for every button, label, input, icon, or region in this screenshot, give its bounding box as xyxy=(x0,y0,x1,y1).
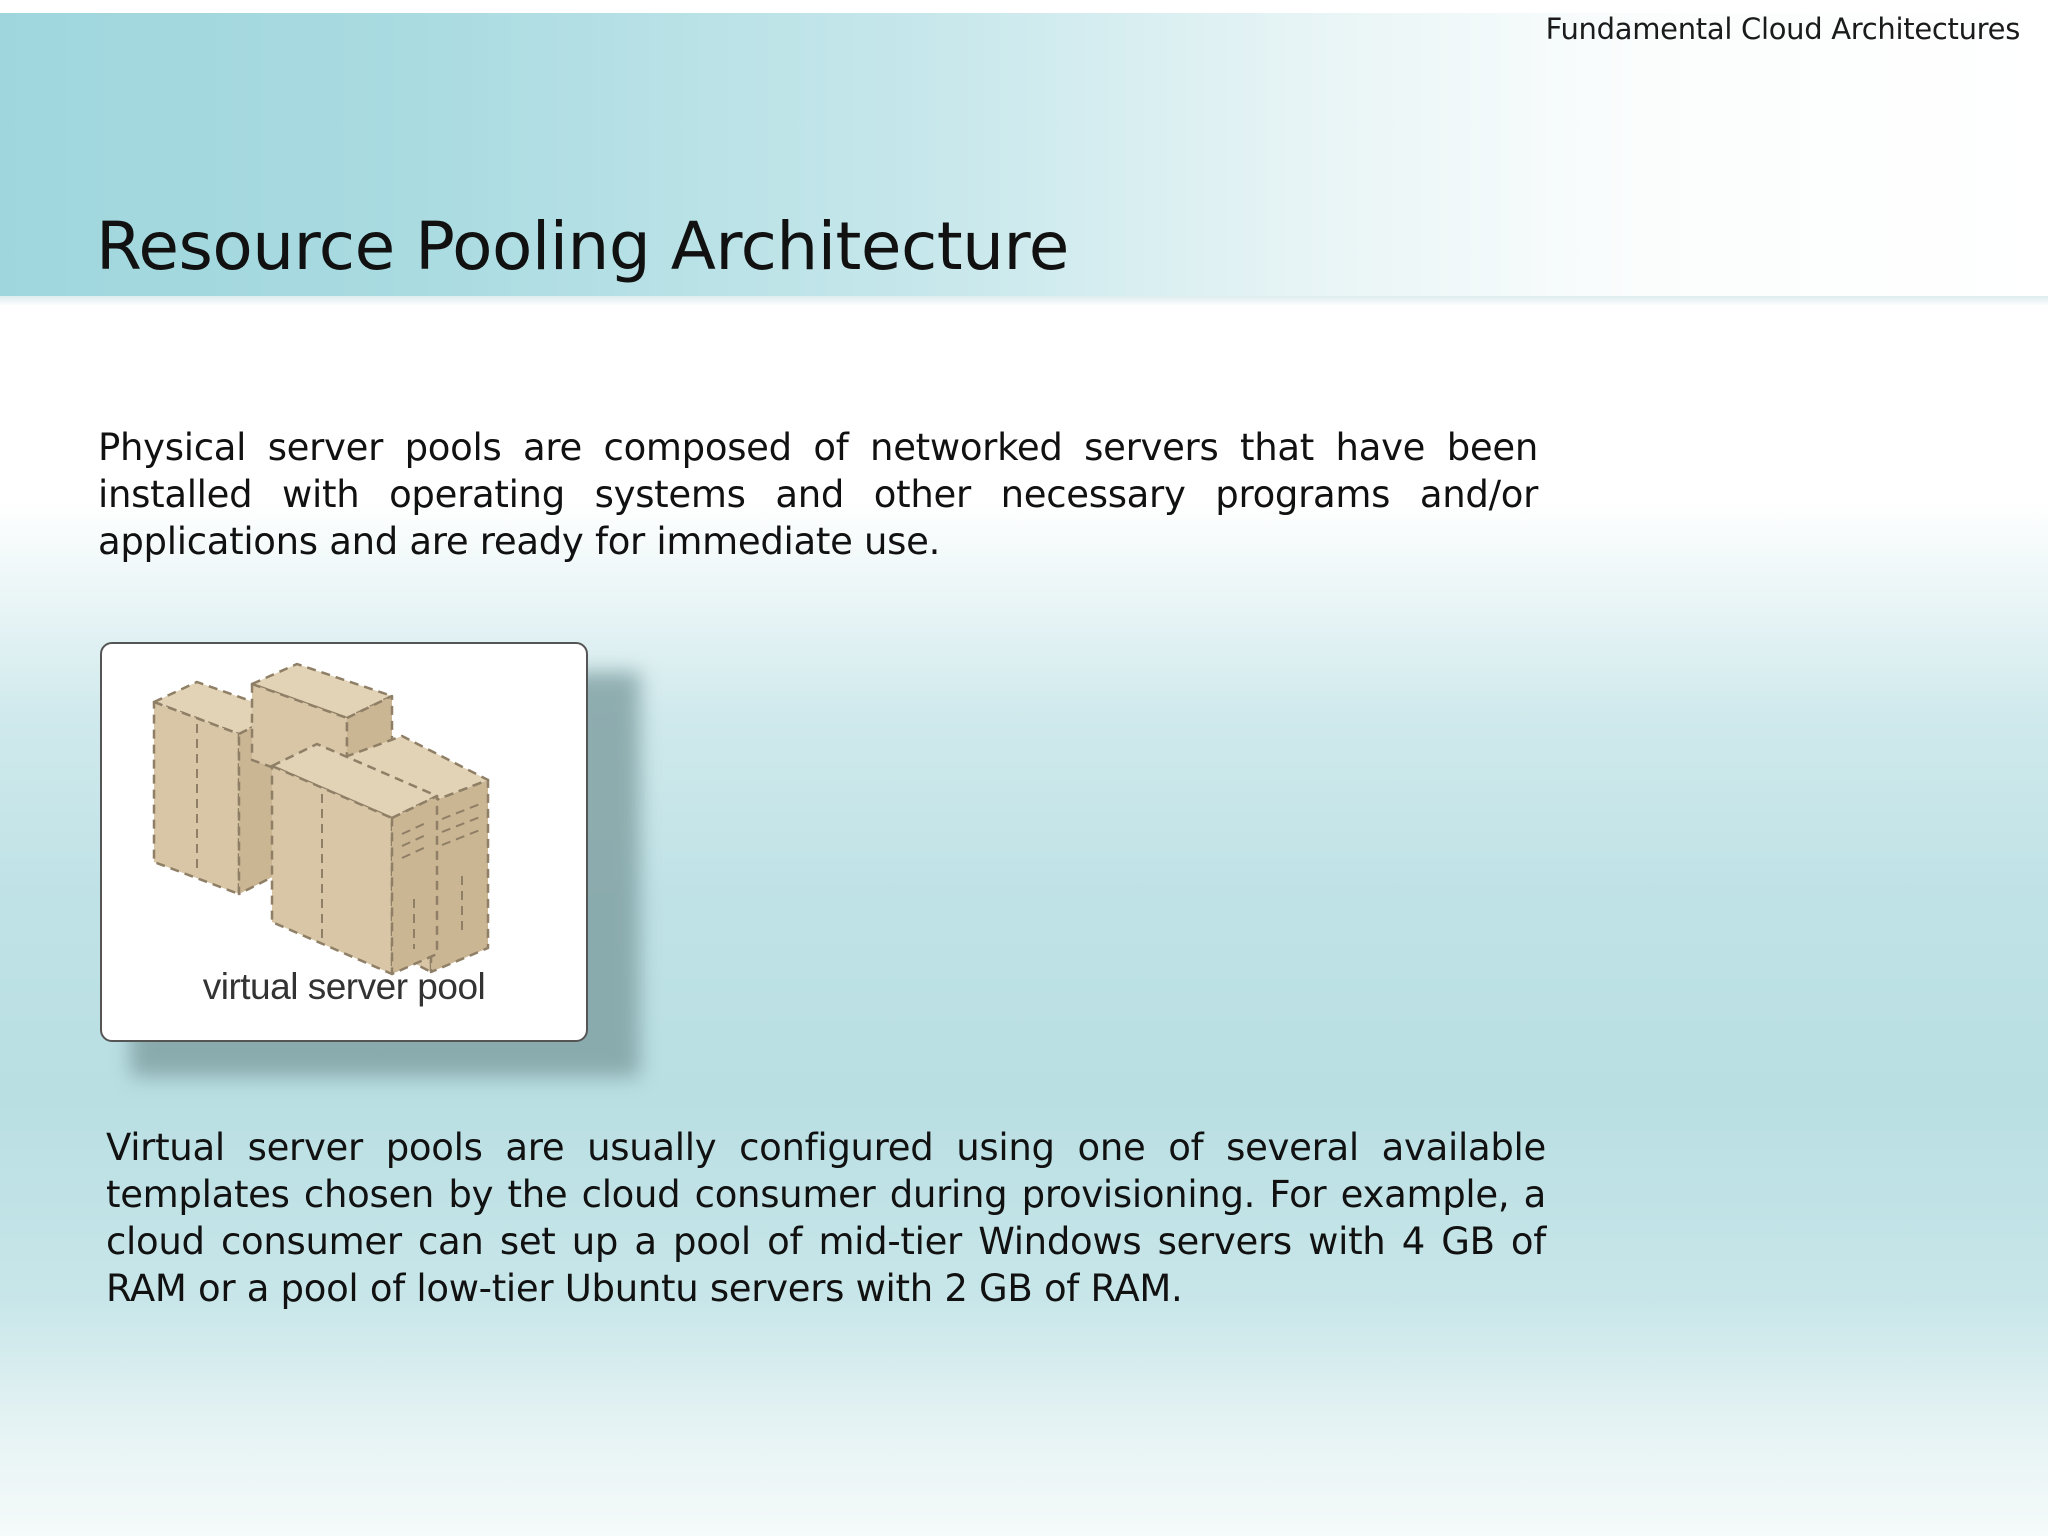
figure-card xyxy=(100,642,588,1042)
paragraph-physical-server-pools: Physical server pools are composed of networked servers that have been installed with operating systems and other necessary programs and/or applications and are ready for immediate use. xyxy=(98,426,1538,563)
slide-title: Resource Pooling Architecture xyxy=(96,208,1069,285)
virtual-server-pool-figure xyxy=(100,642,588,1042)
section-label: Fundamental Cloud Architectures xyxy=(1545,12,2020,46)
figure-caption: virtual server pool xyxy=(202,966,486,1007)
paragraph-virtual-server-pools: Virtual server pools are usually configured using one of several available templates chosen by the cloud consumer during provisioning. For example, a cloud consumer can set up a pool of mid-tier Windows servers with 4 GB of RAM or a pool of low-tier Ubuntu servers with 2 GB of RAM. xyxy=(106,1126,1546,1310)
